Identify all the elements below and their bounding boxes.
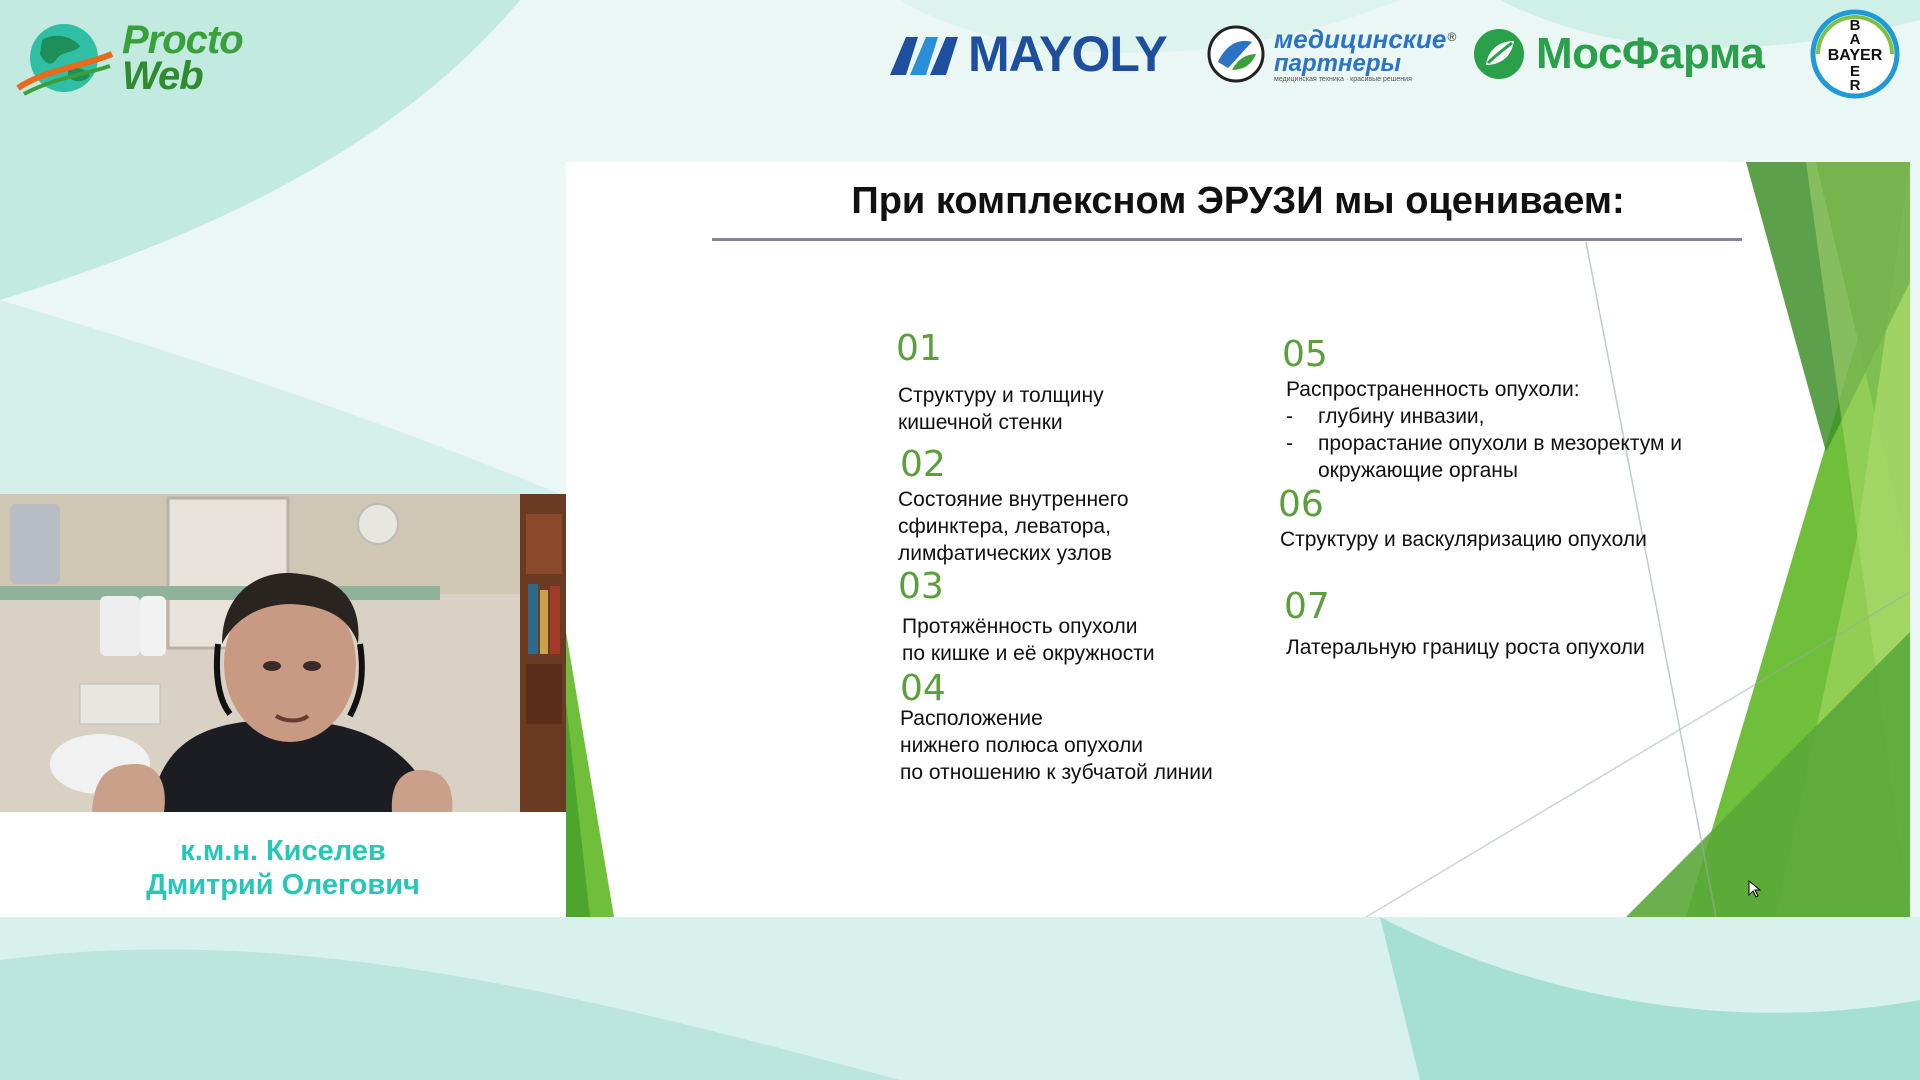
item-text-04: Расположение нижнего полюса опухоли по отношению к зубчатой линии: [900, 707, 1213, 784]
item-text-01: Структуру и толщину кишечной стенки: [898, 384, 1104, 434]
medpartners-circle-icon: [1206, 24, 1266, 84]
sponsor-medpartners: [1206, 18, 1457, 90]
slide-green-decoration: [566, 162, 1910, 917]
bayer-horizontal-text: BAYER: [1827, 47, 1883, 64]
item-number-04: 04: [900, 668, 946, 709]
mosfarma-leaf-icon: [1472, 27, 1526, 81]
medpartners-line1: медицинские: [1274, 23, 1447, 54]
title-underline: [712, 238, 1742, 241]
sponsor-mosfarma: [1472, 18, 1764, 90]
item-number-01: 01: [896, 328, 942, 369]
presentation-slide: [566, 162, 1910, 917]
item-number-06: 06: [1278, 484, 1324, 525]
mouse-pointer-icon: [1748, 880, 1762, 898]
mayoly-wordmark: MAYOLY: [968, 26, 1167, 82]
slide-title: При комплексном ЭРУЗИ мы оцениваем:: [851, 180, 1625, 222]
speaker-name-card: [0, 812, 566, 917]
registered-mark-icon: ®: [1447, 29, 1457, 44]
medpartners-tagline: медицинская техника · красивые решения: [1274, 75, 1412, 83]
item-number-07: 07: [1284, 586, 1330, 627]
medpartners-line2: партнеры: [1274, 49, 1402, 77]
item-text-06: Структуру и васкуляризацию опухоли: [1280, 528, 1647, 551]
webcam-scene: [0, 494, 566, 812]
speaker-title-surname: к.м.н. Киселев: [180, 835, 386, 867]
bullet-item: - глубину инвазии,: [1286, 403, 1726, 430]
bayer-cross-logo: [1808, 8, 1902, 100]
sponsor-mayoly: [888, 18, 1167, 90]
mosfarma-wordmark: МосФарма: [1536, 29, 1765, 78]
proctoweb-logo: [14, 10, 243, 100]
speaker-webcam-video: [0, 494, 566, 812]
item-text-05: Распространенность опухоли:: [1286, 378, 1580, 401]
item-text-03: Протяжённость опухоли по кишке и её окружности: [902, 615, 1155, 665]
mayoly-m-icon: [888, 31, 960, 77]
item-number-05: 05: [1282, 334, 1328, 375]
item-text-02: Состояние внутреннего сфинктера, леватора, лимфатических узлов: [898, 488, 1129, 565]
item-number-03: 03: [898, 566, 944, 607]
item-text-07: Латеральную границу роста опухоли: [1286, 636, 1645, 659]
bullet-item: - прорастание опухоли в мезоректум и окружающие органы: [1286, 430, 1726, 484]
svg-text:A: A: [1849, 31, 1861, 48]
svg-text:B: B: [1849, 17, 1861, 34]
item-number-02: 02: [900, 444, 946, 485]
sponsor-bayer: [1808, 8, 1902, 100]
speaker-given-names: Дмитрий Олегович: [146, 869, 420, 901]
svg-text:R: R: [1849, 77, 1861, 94]
proctoweb-wordmark: Procto Web: [122, 18, 243, 98]
item-05-bullet-list: [1286, 403, 1726, 484]
globe-icon: [14, 10, 114, 100]
svg-text:E: E: [1849, 63, 1861, 80]
